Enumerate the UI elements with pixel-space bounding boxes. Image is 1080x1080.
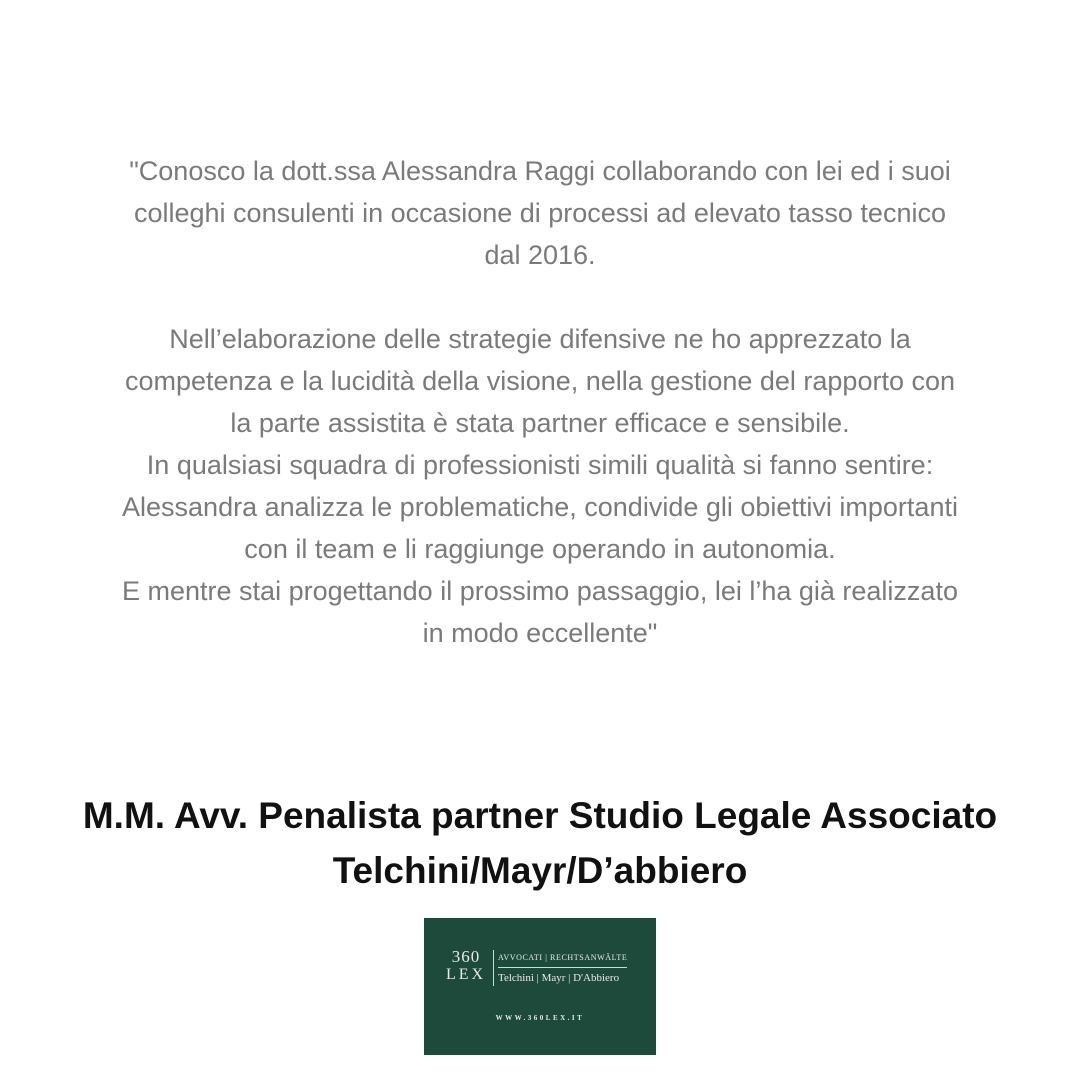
logo-mark [444,948,488,984]
quote-line: la parte assistita è stata partner efficace e sensibile. [230,408,850,438]
quote-line: Alessandra analizza le problematiche, condivide gli obiettivi importanti [122,492,958,522]
logo-names: Telchini | Mayr | D'Abbiero [498,972,620,984]
logo-firm-text [498,951,627,985]
paragraph-gap [40,276,1040,318]
logo-lex: LEX [445,966,487,983]
firm-logo [424,918,656,1055]
testimonial-quote [40,150,1040,654]
quote-line: "Conosco la dott.ssa Alessandra Raggi collaborando con lei ed i suoi [129,156,951,186]
quote-line: dal 2016. [484,240,596,270]
quote-line: competenza e la lucidità della visione, nella gestione del rapporto con [124,366,956,396]
testimonial-author [20,788,1060,898]
author-firm: Telchini/Mayr/D’abbiero [332,850,748,891]
quote-line: E mentre stai progettando il prossimo passaggio, lei l’ha già realizzato [122,576,958,606]
quote-line: con il team e li raggiunge operando in autonomia. [244,534,836,564]
logo-divider [493,950,494,986]
logo-url: WWW.360LEX.IT [495,1014,585,1022]
quote-line: Nell’elaborazione delle strategie difensive ne ho apprezzato la [169,324,911,354]
quote-line: in modo eccellente" [422,618,658,648]
logo-tagline: AVVOCATI | RECHTSANWÄLTE [498,951,627,968]
logo-number: 360 [451,947,481,966]
author-title: M.M. Avv. Penalista partner Studio Legale Associato [82,795,998,836]
quote-line: colleghi consulenti in occasione di processi ad elevato tasso tecnico [134,198,946,228]
quote-line: In qualsiasi squadra di professionisti simili qualità si fanno sentire: [146,450,934,480]
